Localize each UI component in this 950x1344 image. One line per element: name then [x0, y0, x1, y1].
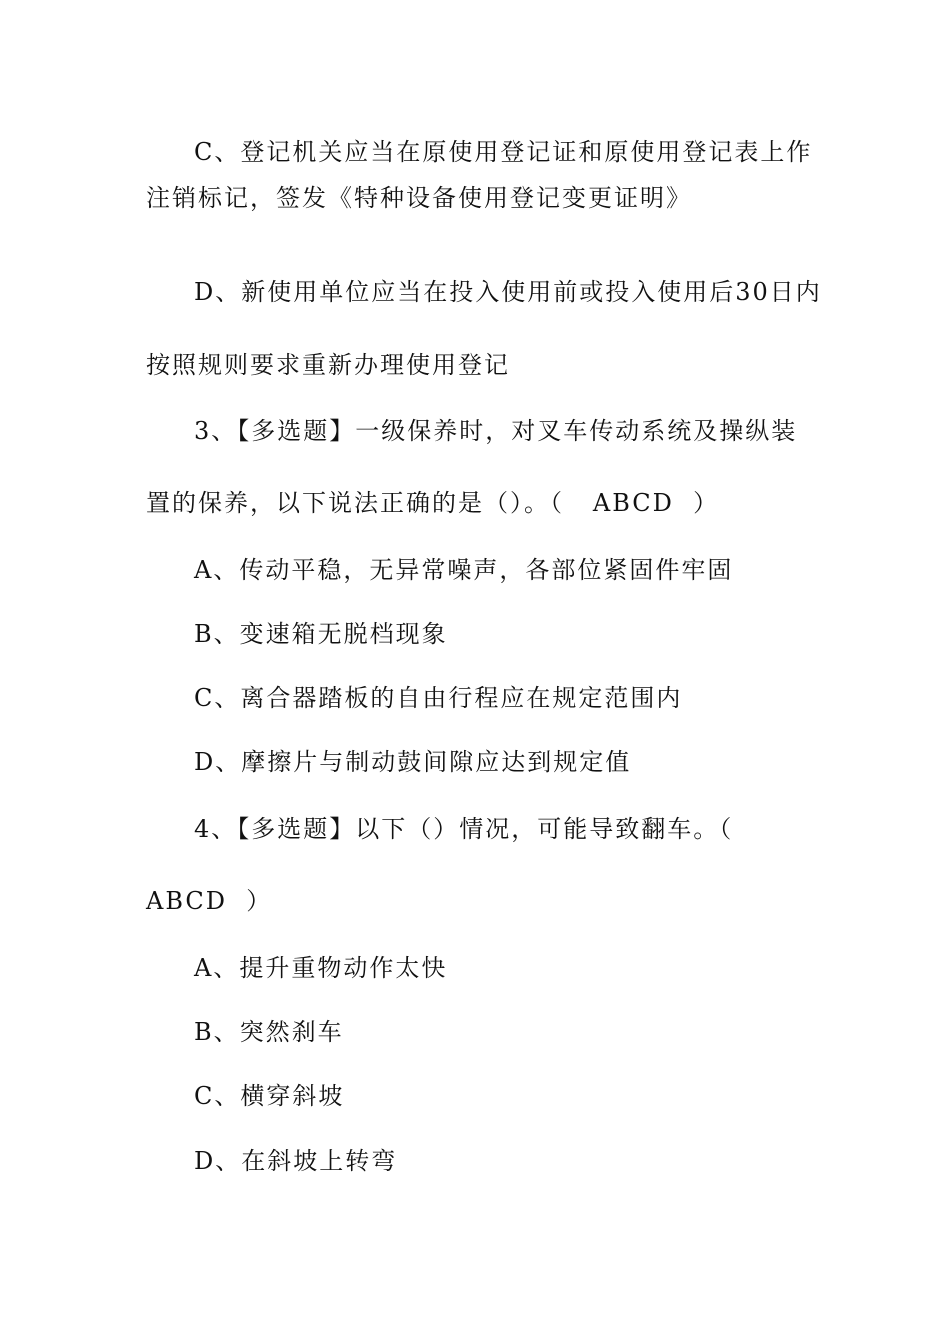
- q4-option-b: B、突然刹车: [194, 1018, 344, 1046]
- q4-stem-line1: 4、【多选题】以下（）情况，可能导致翻车。（: [194, 815, 734, 843]
- q3-option-c: C、离合器踏板的自由行程应在规定范围内: [194, 684, 683, 712]
- q4-stem-line2: ABCD ）: [146, 887, 273, 915]
- q3-stem-line2: 置的保养，以下说法正确的是（）。（ ABCD ）: [146, 489, 720, 517]
- q4-option-d: D、在斜坡上转弯: [194, 1147, 398, 1175]
- q2-option-c-line2: 注销标记，签发《特种设备使用登记变更证明》: [146, 184, 692, 212]
- q3-option-d: D、摩擦片与制动鼓间隙应达到规定值: [194, 748, 632, 776]
- q2-option-c-line1: C、登记机关应当在原使用登记证和原使用登记表上作: [194, 138, 813, 166]
- q3-option-b: B、变速箱无脱档现象: [194, 620, 448, 648]
- q2-option-d-line1: D、新使用单位应当在投入使用前或投入使用后30日内: [194, 278, 822, 306]
- q3-option-a: A、传动平稳，无异常噪声，各部位紧固件牢固: [194, 556, 734, 584]
- q4-option-a: A、提升重物动作太快: [194, 954, 448, 982]
- q2-option-d-line2: 按照规则要求重新办理使用登记: [146, 351, 510, 379]
- q4-option-c: C、横穿斜坡: [194, 1082, 345, 1110]
- q3-stem-line1: 3、【多选题】一级保养时，对叉车传动系统及操纵装: [194, 417, 798, 445]
